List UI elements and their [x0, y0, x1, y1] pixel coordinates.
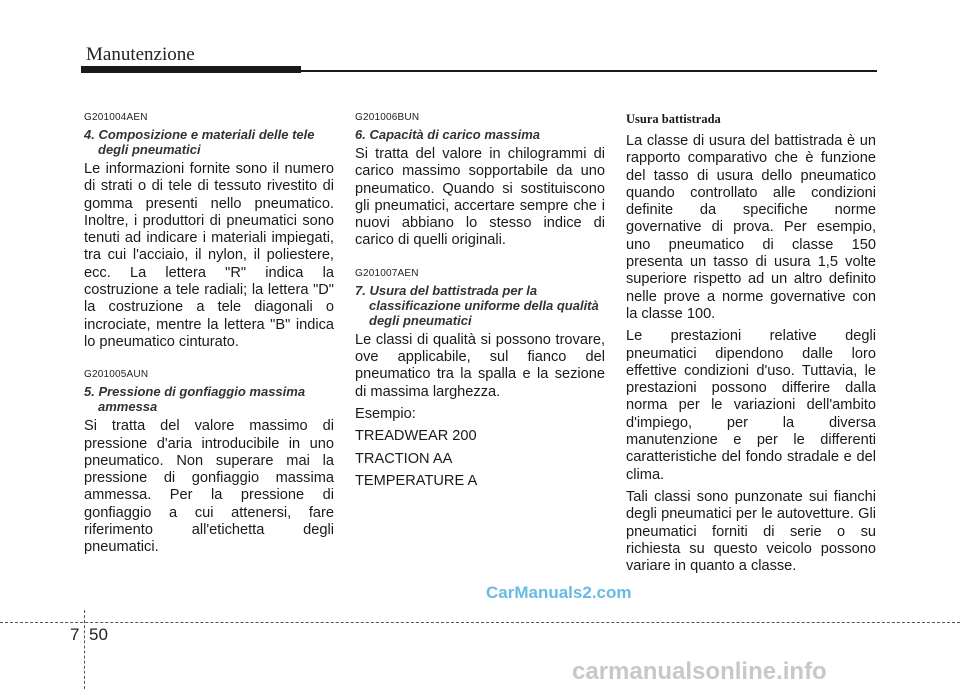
section-paragraph: Si tratta del valore in chilogrammi di carico massimo sopportabile da uno pneumatico. Quando si sostituiscono gli pneumatici, accertare sempre che i nuovi abbiano lo stesso indice di carico di quelli originali.	[355, 146, 605, 249]
section-heading: 4. Composizione e materiali delle tele degli pneumatici	[84, 127, 315, 157]
section-code: G201005AUN	[84, 369, 149, 381]
footer-vertical-divider	[84, 610, 85, 689]
column-right	[626, 112, 876, 575]
section-code: G201006BUN	[355, 112, 420, 123]
watermark-carmanualsonline: carmanualsonline.info	[572, 658, 827, 685]
example-line: TEMPERATURE A	[355, 472, 478, 489]
section-heading: 6. Capacità di carico massima	[355, 127, 540, 142]
section-heading: 7. Usura del battistrada per la classificazione uniforme della qualità degli pneumatici	[355, 282, 599, 328]
header-rule-thin	[301, 70, 877, 72]
section-paragraph: Le classi di qualità si possono trovare, ove applicabile, sul fianco del pneumatico tra la spalla e la sezione di massima larghezza.	[355, 331, 605, 400]
section-heading: 5. Pressione di gonfiaggio massima ammessa	[84, 384, 306, 415]
watermark-link-carmanuals2[interactable]: CarManuals2.com	[486, 583, 632, 602]
section-code: G201004AEN	[84, 112, 148, 123]
footer-divider	[0, 622, 960, 623]
chapter-number: 7	[70, 625, 80, 644]
header-rule-thick	[81, 66, 301, 73]
page-number: 50	[89, 625, 108, 644]
column-middle	[355, 112, 605, 490]
page-header-title: Manutenzione	[86, 44, 195, 65]
section-paragraph: Le prestazioni relative degli pneumatici dipendono dalle loro effettive condizioni d'uso. Tuttavia, le prestazioni possono differire dalla norma per le variazioni dell'ambito d'impiego, per la diversa manutenzione e per le differenti caratteristiche del fondo stradale e del clima.	[626, 328, 876, 483]
example-label: Esempio:	[355, 405, 416, 422]
example-line: TRACTION AA	[355, 450, 453, 467]
section-paragraph: Tali classi sono punzonate sui fianchi degli pneumatici per le autovetture. Gli pneumatici forniti di serie o su richiesta su questo veicolo possono variare in quanto a classe.	[626, 488, 876, 575]
section-code: G201007AEN	[355, 267, 419, 279]
section-paragraph: La classe di usura del battistrada è un rapporto comparativo che è funzione del tasso di usura dello pneumatico quando controllato alle condizioni definite da specifiche norme governative di prova. Per esempio, uno pneumatico di classe 150 presenta un tasso di usura 1,5 volte superiore rispetto ad un altro definito nelle prove a norme governative con la classe 100.	[626, 133, 876, 322]
example-line: TREADWEAR 200	[355, 428, 477, 445]
section-paragraph: Si tratta del valore massimo di pressione d'aria introducibile in uno pneumatico. Non superare mai la pressione di gonfiaggio massima ammessa. Per la pressione di gonfiaggio a cui attenersi, fare riferimento all'etichetta degli pneumatici.	[84, 418, 334, 556]
subsection-heading: Usura battistrada	[626, 112, 721, 126]
section-paragraph: Le informazioni fornite sono il numero di strati o di tele di tessuto rivestito di gomma presenti nello pneumatico. Inoltre, i produttori di pneumatici sono tenuti ad indicare i materiali impiegati, tra cui l'acciaio, il nylon, il poliestere, ecc. La lettera "R" indica la costruzione a tele radiali; la lettera "D" la costruzione a tele diagonali o incrociate, mentre la lettera "B" indica lo pneumatico cinturato.	[84, 161, 334, 350]
column-left	[84, 112, 334, 557]
